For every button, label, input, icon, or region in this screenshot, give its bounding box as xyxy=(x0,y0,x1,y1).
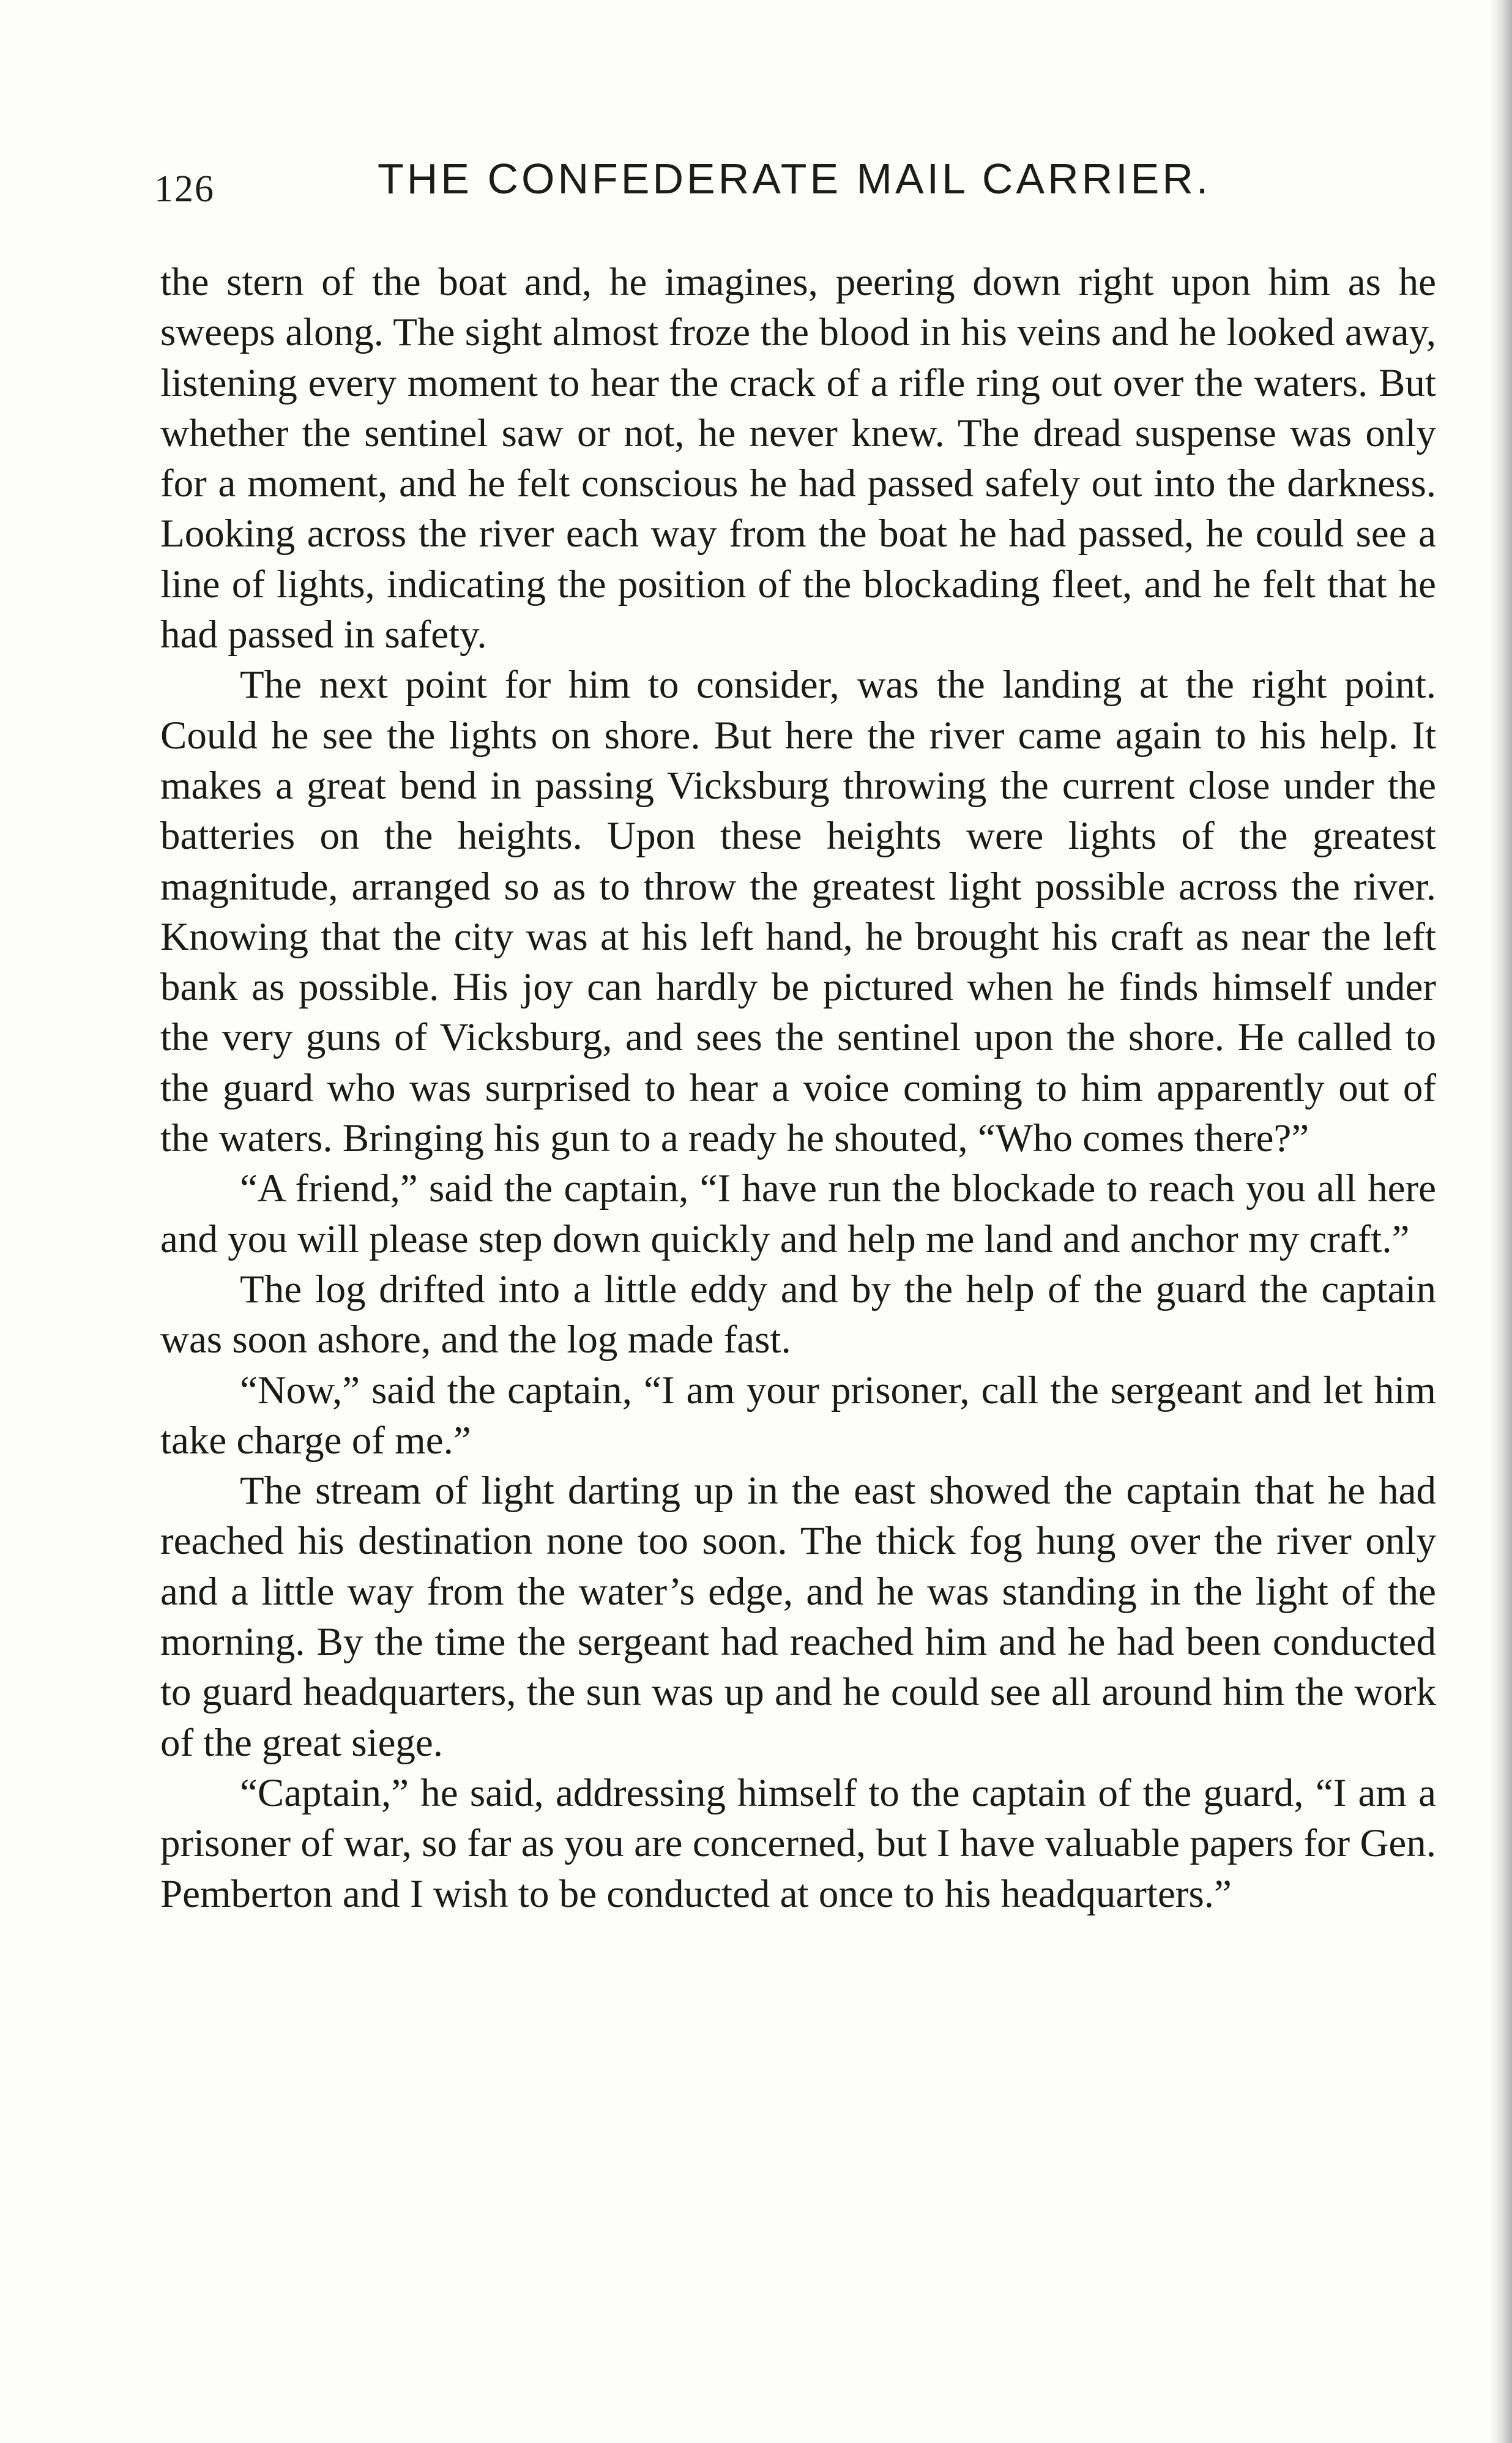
page-header xyxy=(154,154,1249,222)
page-number: 126 xyxy=(154,168,215,210)
paragraph: The stream of light darting up in the east showed the captain that he had reached his destination none too soon. The thick fog hung over the river only and a little way from the water’s edge, and he was standing in the light of the morning. By the time the sergeant had reached him and he had been conducted to guard headquarters, the sun was up and he could see all around him the work of the great siege. xyxy=(160,1469,1436,1765)
page-edge-shadow xyxy=(1490,0,1512,2443)
paragraph: “A friend,” said the captain, “I have run the blockade to reach you all here and you will please step down quickly and help me land and anchor my craft.” xyxy=(160,1166,1436,1261)
paragraph: The log drifted into a little eddy and by the help of the guard the captain was soon ashore, and the log made fast. xyxy=(160,1267,1436,1362)
paragraph: “Now,” said the captain, “I am your prisoner, call the sergeant and let him take charge of me.” xyxy=(160,1368,1436,1463)
paragraph-continued: the stern of the boat and, he imagines, peering down right upon him as he sweeps along. The sight almost froze the blood in his veins and he looked away, listening every moment to hear the crack of a rifle ring out over the waters. But whether the sentinel saw or not, he never knew. The dread suspense was only for a moment, and he felt conscious he had passed safely out into the darkness. Looking across the river each way from the boat he had passed, he could see a line of lights, indicating the position of the blockading fleet, and he felt that he had passed in safety. xyxy=(160,260,1436,657)
running-title: THE CONFEDERATE MAIL CARRIER. xyxy=(378,155,1212,203)
body-text xyxy=(160,257,1436,1919)
paragraph: The next point for him to consider, was the landing at the right point. Could he see the lights on shore. But here the river came again to his help. It makes a great bend in passing Vicksburg throwing the current close under the batteries on the heights. Upon these heights were lights of the greatest magnitude, arranged so as to throw the greatest light possible across the river. Knowing that the city was at his left hand, he brought his craft as near the left bank as possible. His joy can hardly be pictured when he finds himself under the very guns of Vicksburg, and sees the sentinel upon the shore. He called to the guard who was surprised to hear a voice coming to him apparently out of the waters. Bringing his gun to a ready he shouted, “Who comes there?” xyxy=(160,663,1436,1161)
paragraph: “Captain,” he said, addressing himself to the captain of the guard, “I am a prisoner of war, so far as you are concerned, but I have valuable papers for Gen. Pemberton and I wish to be conducted at once to his headquarters.” xyxy=(160,1770,1436,1916)
